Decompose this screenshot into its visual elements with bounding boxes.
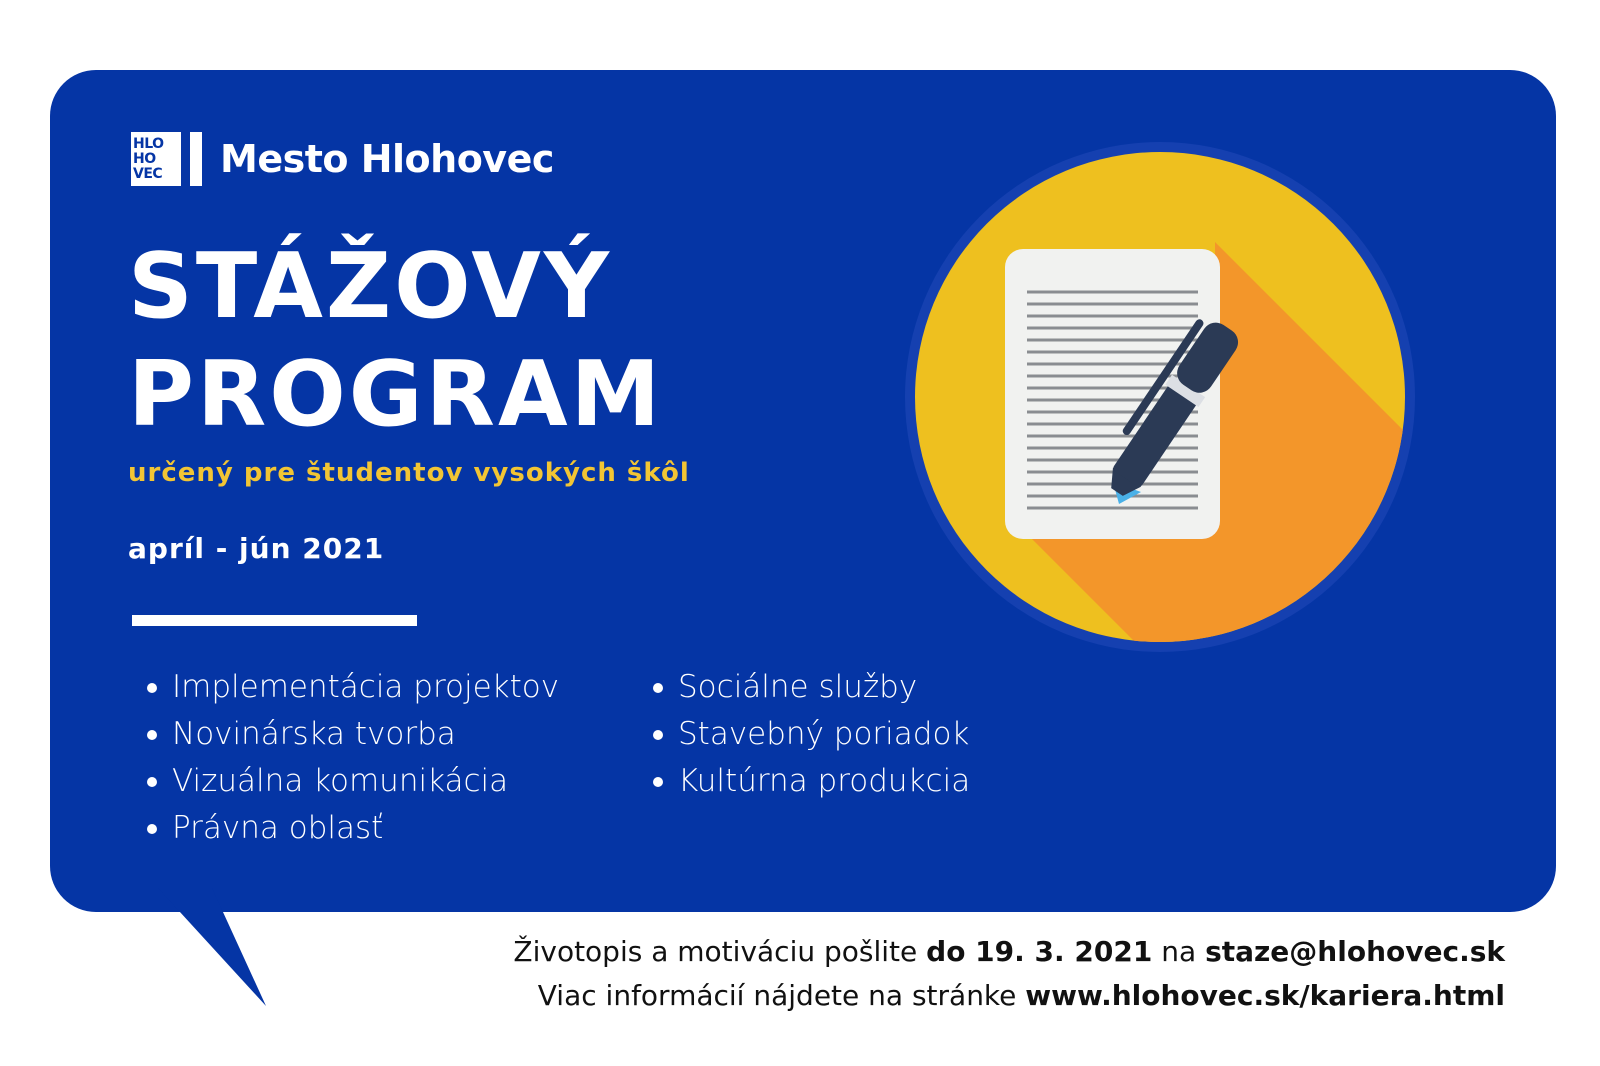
footer-line-2 [513, 974, 1505, 1018]
footer-url: www.hlohovec.sk/kariera.html [1025, 979, 1505, 1012]
footer-line-1 [513, 930, 1505, 974]
divider-line [132, 615, 417, 626]
title-line-2: PROGRAM [128, 342, 664, 447]
footer-deadline: do 19. 3. 2021 [926, 935, 1153, 968]
logo-mark [131, 132, 181, 186]
list-item: Implementácia projektov [138, 664, 559, 711]
footer-info [513, 930, 1505, 1018]
list-item: Právna oblasť [138, 805, 559, 852]
footer-more-info-text: Viac informácií nájdete na stránke [537, 979, 1026, 1012]
list-item: Vizuálna komunikácia [138, 758, 559, 805]
footer-email: staze@hlohovec.sk [1205, 935, 1505, 968]
list-item: Stavebný poriadok [644, 711, 970, 758]
areas-list-right [644, 664, 970, 805]
program-dates: apríl - jún 2021 [128, 532, 385, 565]
title-line-1: STÁŽOVÝ [128, 234, 613, 339]
program-title [128, 233, 663, 449]
program-subtitle: určený pre študentov vysokých škôl [128, 458, 690, 488]
logo-bar [190, 132, 202, 186]
city-logo [131, 132, 554, 186]
list-item: Novinárska tvorba [138, 711, 559, 758]
document-pen-icon [905, 142, 1415, 652]
footer-send-text: Životopis a motiváciu pošlite [513, 935, 927, 968]
list-item: Sociálne služby [644, 664, 970, 711]
logo-line-3: VEC [133, 165, 163, 182]
city-name: Mesto Hlohovec [220, 137, 554, 181]
logo-line-2: HO [133, 150, 156, 167]
list-item: Kultúrna produkcia [644, 758, 970, 805]
logo-line-1: HLO [133, 135, 164, 152]
areas-list-left [138, 664, 559, 852]
footer-na-text: na [1152, 935, 1206, 968]
